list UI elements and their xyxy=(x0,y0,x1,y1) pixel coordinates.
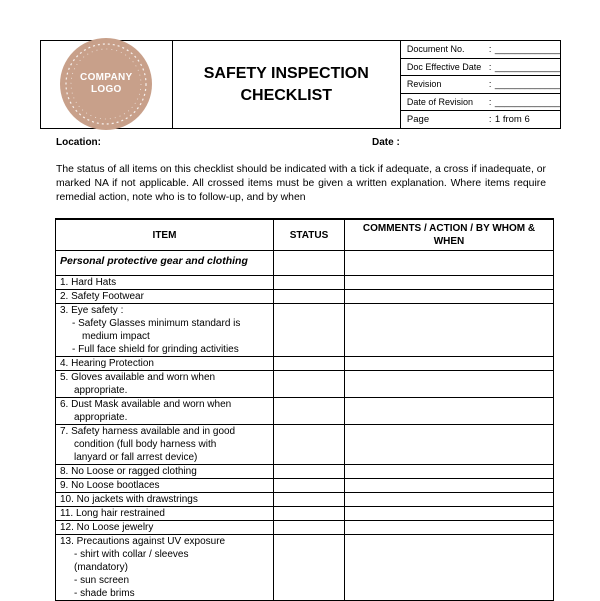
table-row xyxy=(56,479,554,493)
title-line2: CHECKLIST xyxy=(240,86,333,104)
table-row xyxy=(56,507,554,521)
item-cell xyxy=(56,425,274,465)
comments-cell[interactable] xyxy=(345,357,554,371)
meta-label: Revision xyxy=(406,79,442,90)
status-cell[interactable] xyxy=(274,521,345,535)
comments-cell[interactable] xyxy=(345,276,554,290)
status-cell[interactable] xyxy=(274,425,345,465)
item-text: 1. Hard Hats xyxy=(60,277,117,288)
item-cell xyxy=(56,465,274,479)
table-row xyxy=(56,276,554,290)
item-cell xyxy=(56,371,274,398)
document-title xyxy=(173,41,401,128)
item-text: 12. No Loose jewelry xyxy=(60,522,154,533)
item-cell xyxy=(56,276,274,290)
item-cell xyxy=(56,479,274,493)
item-subtext: - Safety Glasses minimum standard is xyxy=(72,318,241,329)
meta-row-revision: Revision : _____________ xyxy=(401,76,560,94)
status-cell[interactable] xyxy=(274,290,345,304)
table-row xyxy=(56,465,554,479)
status-cell[interactable] xyxy=(274,535,345,601)
item-subtext: - shade brims xyxy=(74,588,135,599)
comments-cell[interactable] xyxy=(345,251,554,276)
table-row xyxy=(56,357,554,371)
table-row xyxy=(56,493,554,507)
table-header-row xyxy=(56,219,554,251)
logo-cell xyxy=(41,41,173,128)
meta-row-date-of-revision: Date of Revision : _____________ xyxy=(401,94,560,112)
date-label: Date : xyxy=(372,137,400,148)
item-cell xyxy=(56,304,274,357)
section-title: Personal protective gear and clothing xyxy=(56,251,274,276)
meta-row-document-no: Document No. : _____________ xyxy=(401,41,560,59)
meta-label: Document No. xyxy=(406,44,465,55)
item-text: 11. Long hair restrained xyxy=(60,508,165,519)
item-cell xyxy=(56,357,274,371)
meta-value: _____________ xyxy=(494,61,560,72)
item-text: 5. Gloves available and worn when xyxy=(60,372,216,383)
logo-text-line1: COMPANY xyxy=(80,71,133,83)
item-subtext: appropriate. xyxy=(74,385,128,396)
checklist-table xyxy=(55,218,554,601)
item-text: 9. No Loose bootlaces xyxy=(60,480,160,491)
status-cell[interactable] xyxy=(274,465,345,479)
column-header-comments xyxy=(345,219,554,251)
comments-cell[interactable] xyxy=(345,479,554,493)
status-cell[interactable] xyxy=(274,357,345,371)
item-subtext: appropriate. xyxy=(74,412,128,423)
title-line1: SAFETY INSPECTION xyxy=(203,64,369,82)
comments-cell[interactable] xyxy=(345,507,554,521)
table-row xyxy=(56,398,554,425)
item-text: 4. Hearing Protection xyxy=(60,358,154,369)
item-subtext: (mandatory) xyxy=(74,562,128,573)
status-cell[interactable] xyxy=(274,398,345,425)
comments-cell[interactable] xyxy=(345,465,554,479)
item-subtext: - shirt with collar / sleeves xyxy=(74,549,189,560)
meta-value: _____________ xyxy=(494,97,560,108)
comments-header-line2: WHEN xyxy=(433,236,465,247)
item-text: 3. Eye safety : xyxy=(60,305,124,316)
table-row xyxy=(56,535,554,601)
item-subtext: - sun screen xyxy=(74,575,130,586)
section-row xyxy=(56,251,554,276)
status-cell[interactable] xyxy=(274,493,345,507)
comments-cell[interactable] xyxy=(345,371,554,398)
item-text: 7. Safety harness available and in good xyxy=(60,426,236,437)
table-row xyxy=(56,290,554,304)
item-cell xyxy=(56,535,274,601)
item-cell xyxy=(56,507,274,521)
table-row xyxy=(56,425,554,465)
comments-cell[interactable] xyxy=(345,521,554,535)
meta-row-effective-date: Doc Effective Date : _____________ xyxy=(401,59,560,77)
item-text: 8. No Loose or ragged clothing xyxy=(60,466,197,477)
document-header xyxy=(40,40,561,129)
item-text: 10. No jackets with drawstrings xyxy=(60,494,198,505)
status-cell[interactable] xyxy=(274,371,345,398)
document-meta xyxy=(401,41,560,128)
location-label: Location: xyxy=(56,137,101,148)
item-text: 13. Precautions against UV exposure xyxy=(60,536,226,547)
meta-label: Date of Revision xyxy=(406,97,473,108)
table-row xyxy=(56,521,554,535)
item-cell xyxy=(56,521,274,535)
logo-text-line2: LOGO xyxy=(90,83,122,95)
item-cell xyxy=(56,493,274,507)
meta-value: 1 from 6 xyxy=(494,114,530,126)
status-cell[interactable] xyxy=(274,251,345,276)
comments-cell[interactable] xyxy=(345,304,554,357)
item-cell xyxy=(56,398,274,425)
item-subtext: medium impact xyxy=(82,331,150,342)
status-cell[interactable] xyxy=(274,276,345,290)
company-logo xyxy=(60,38,152,130)
column-header-status: STATUS xyxy=(274,219,345,251)
comments-cell[interactable] xyxy=(345,290,554,304)
table-row xyxy=(56,371,554,398)
comments-cell[interactable] xyxy=(345,425,554,465)
item-subtext: condition (full body harness with xyxy=(74,439,217,450)
meta-value: _____________ xyxy=(494,79,560,90)
table-row xyxy=(56,304,554,357)
item-subtext: lanyard or fall arrest device) xyxy=(74,452,198,463)
comments-cell[interactable] xyxy=(345,493,554,507)
comments-cell[interactable] xyxy=(345,398,554,425)
instructions-paragraph: The status of all items on this checklist should be indicated with a tick if adequate, a cross if inadequate, or marked NA if not applicable. All crossed items must be given a written explanation. Where items require remedial action, note who is to follow-up, and by when xyxy=(56,164,546,203)
status-cell[interactable] xyxy=(274,507,345,521)
status-cell[interactable] xyxy=(274,479,345,493)
meta-label: Doc Effective Date xyxy=(406,61,482,72)
item-subtext: - Full face shield for grinding activities xyxy=(72,344,239,355)
item-text: 2. Safety Footwear xyxy=(60,291,144,302)
comments-cell[interactable] xyxy=(345,535,554,601)
meta-label: Page xyxy=(406,114,430,126)
item-text: 6. Dust Mask available and worn when xyxy=(60,399,232,410)
comments-header-line1: COMMENTS / ACTION / BY WHOM & xyxy=(362,223,536,234)
meta-row-page: Page : 1 from 6 xyxy=(401,111,560,128)
item-cell xyxy=(56,290,274,304)
status-cell[interactable] xyxy=(274,304,345,357)
column-header-item: ITEM xyxy=(56,219,274,251)
meta-value: _____________ xyxy=(494,44,560,55)
